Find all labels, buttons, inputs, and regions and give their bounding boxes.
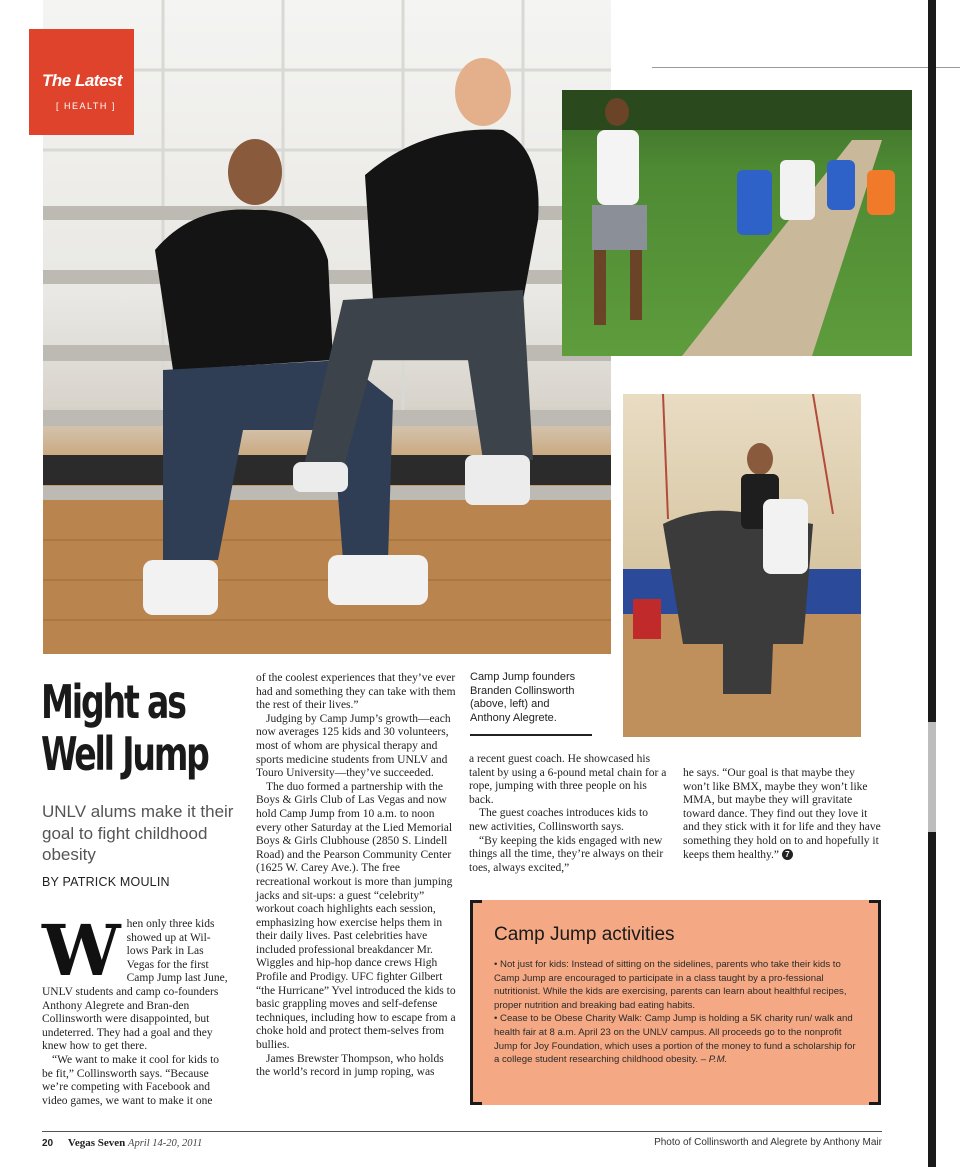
article-column-4 bbox=[683, 767, 883, 862]
byline: BY PATRICK MOULIN bbox=[42, 875, 170, 889]
sidebar-signoff: – P.M. bbox=[700, 1054, 728, 1066]
paragraph bbox=[683, 767, 883, 862]
magazine-name: Vegas Seven bbox=[67, 1137, 126, 1149]
article-column-3 bbox=[469, 753, 669, 875]
paragraph: The duo formed a partnership with the Boys & Girls Club of Las Vegas and now hold Camp Jump from 10 a.m. to noon every other Saturday at the Lied Memorial Boys & Girls Clubhouse (2850 S. Lindell Road) and the Pearson Community Center (1625 W. Carey Ave.). The free recreational workout is more than jumping jacks and sit-ups: a guest “celebrity” workout coach highlights each session, emphasizing how exercise helps them in their daily lives. Past celebrities have included professional breakdancer Mr. Wiggles and hip-hop dance crews High Profile and Prodigy. UFC fighter Gilbert “the Hurricane” Yvel introduced the kids to basic grappling moves and self-defense techniques, including how to escape from a choke hold and protect them-selves from bullies. bbox=[256, 780, 456, 1052]
sidebar-title: Camp Jump activities bbox=[494, 924, 675, 945]
headline-line-1: Might as bbox=[41, 675, 185, 729]
page-edge-bar bbox=[928, 0, 936, 1167]
sidebar-item bbox=[494, 1012, 862, 1066]
paragraph: “We want to make it cool for kids to be fit,” Collinsworth says. “Because we’re competing with Facebook and video games, we want to make it one bbox=[42, 1053, 220, 1107]
photo-caption: Camp Jump founders Branden Collinsworth (above, left) and Anthony Alegrete. bbox=[470, 671, 576, 724]
section-badge bbox=[29, 29, 134, 135]
footer-rule bbox=[42, 1131, 882, 1132]
paragraph: hen only three kids showed up at Wil-lows Park in Las Vegas for the first Camp Jump last June, UNLV students and camp co-founders Anthony Alegrete and Bran-den Collinsworth were disappointed, but undeterred. They had a goal and they knew how to get there. bbox=[42, 918, 228, 1053]
paragraph: “By keeping the kids engaged with new things all the time, they’re always on their toes, always excited,” bbox=[469, 834, 664, 874]
scroll-indicator bbox=[928, 722, 936, 832]
caption-rule bbox=[470, 734, 592, 736]
issue-date: April 14-20, 2011 bbox=[128, 1138, 203, 1149]
page-number: 20 bbox=[42, 1138, 54, 1149]
article-column-2 bbox=[256, 672, 456, 1080]
headline bbox=[41, 675, 208, 781]
paragraph: a recent guest coach. He showcased his talent by using a 6-pound metal chain for a rope, jumping with three people on his back. bbox=[469, 753, 667, 806]
headline-line-2: Well Jump bbox=[41, 727, 208, 781]
paragraph-text: he says. “Our goal is that maybe they won’t like BMX, maybe they won’t like MMA, but maybe they will gravitate toward dance. They find out they love it and they stick with it for life and they have something they hold on to and hopefully it keeps them healthy.” bbox=[683, 767, 881, 861]
paragraph: Judging by Camp Jump’s growth—each now averages 125 kids and 30 volunteers, most of whom are physical therapy and sports medicine students from UNLV and Touro University—they’ve succeeded. bbox=[256, 712, 451, 780]
sidebar-item: • Not just for kids: Instead of sitting on the sidelines, parents who take their kids to Camp Jump are encouraged to participate in a class taught by a pro-fessional nutritionist. While the kids are exercising, parents can learn about healthful recipes, proper nutrition and breaking bad eating habits. bbox=[494, 959, 847, 1011]
dropcap: W bbox=[42, 909, 121, 992]
sidebar-body bbox=[494, 958, 862, 1067]
folio bbox=[42, 1137, 202, 1149]
paragraph: The guest coaches introduces kids to new activities, Collinsworth says. bbox=[469, 807, 648, 833]
photo-kids-running bbox=[562, 90, 912, 356]
top-hairline bbox=[652, 67, 960, 68]
subhead: UNLV alums make it their goal to fight childhood obesity bbox=[42, 802, 234, 864]
bracket-right bbox=[869, 900, 881, 1105]
article-column-1 bbox=[42, 909, 232, 1108]
paragraph: James Brewster Thompson, who holds the world’s record in jump roping, was bbox=[256, 1052, 444, 1079]
sidebar-item-text: • Cease to be Obese Charity Walk: Camp Jump is holding a 5K charity run/ walk and health fair at 8 a.m. April 23 on the UNLV campus. All proceeds go to the nonprofit Jump for Joy Foundation, which uses a portion of the money to fund a scholarship for a college student researching childhood obesity. bbox=[494, 1013, 856, 1066]
sidebar-box bbox=[470, 900, 881, 1105]
photo-credit: Photo of Collinsworth and Alegrete by Anthony Mair bbox=[654, 1137, 882, 1148]
photo-jump-rope-demo bbox=[623, 394, 861, 737]
section-tag: [ HEALTH ] bbox=[56, 101, 116, 111]
paragraph: of the coolest experiences that they’ve ever had and something they can take with them the rest of their lives.” bbox=[256, 672, 456, 712]
bracket-left bbox=[470, 900, 482, 1105]
section-title: The Latest bbox=[42, 71, 123, 90]
end-mark-icon: 7 bbox=[782, 849, 793, 860]
